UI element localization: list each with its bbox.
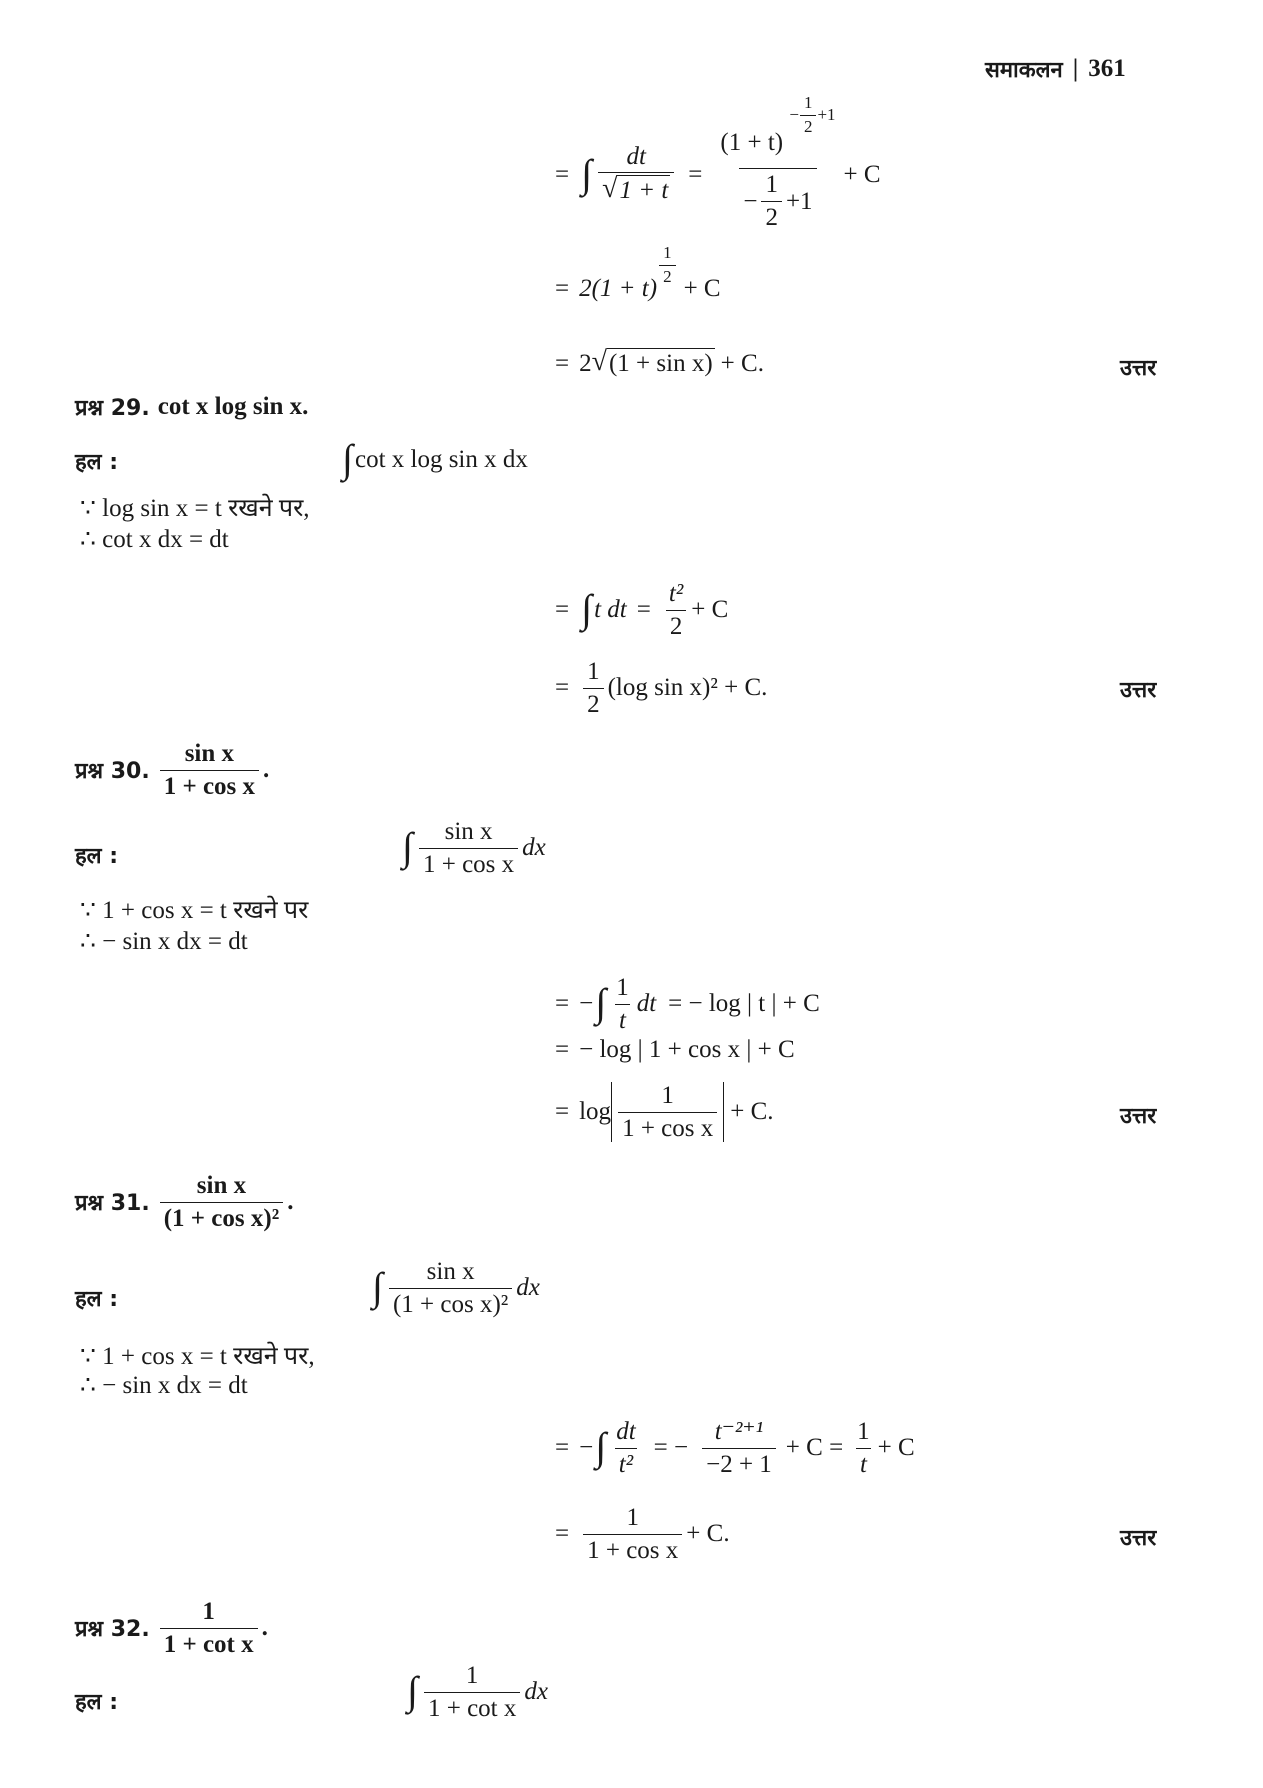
denominator: 2 [583, 688, 604, 719]
question-29 [75, 392, 308, 422]
equals-sign: = [555, 674, 570, 701]
integral-sign: ∫ [372, 1264, 383, 1309]
integral-sign: ∫ [407, 1668, 418, 1713]
integrand: cot x log sin x dx [354, 446, 528, 473]
exp-num: 1 [803, 93, 813, 112]
radicand: (1 + sin x) [608, 350, 713, 377]
derivative: ∴ − sin x dx = dt [80, 928, 248, 955]
den-den: 2 [761, 201, 782, 232]
numerator: 1 [616, 974, 629, 1001]
question-label: प्रश्न 29. [75, 396, 150, 421]
solution-label: हल : [75, 450, 119, 475]
step [545, 1036, 795, 1064]
question-32 [75, 1598, 268, 1658]
base: (1 + t) [720, 128, 784, 156]
constant: + C = [785, 1434, 844, 1461]
step [545, 1418, 915, 1478]
step [545, 1504, 730, 1564]
question-label: प्रश्न 32. [75, 1617, 150, 1642]
question-label: प्रश्न 30. [75, 759, 150, 784]
absolute-value [611, 1082, 724, 1142]
constant: + C. [686, 1520, 730, 1547]
log-function: log [579, 1098, 612, 1125]
denominator: 1 + cot x [160, 1628, 258, 1659]
radicand: 1 + t [619, 177, 669, 205]
denominator: 1 + cos x [419, 848, 518, 879]
answer-label: उत्तर [1120, 1104, 1157, 1129]
denominator: 1 + cos x [583, 1534, 682, 1565]
den-tail: +1 [785, 187, 813, 215]
period: . [263, 756, 270, 783]
equals-sign: = [555, 1434, 570, 1461]
derivative: ∴ cot x dx = dt [80, 526, 229, 553]
numerator: 1 [626, 1504, 639, 1531]
square-root: √ 1 + t [602, 173, 669, 205]
question-30 [75, 740, 269, 800]
constant: + C [843, 160, 881, 188]
differential: dx [524, 1678, 548, 1705]
equals-sign: = [555, 1036, 570, 1063]
equals-sign: = [555, 275, 570, 303]
numerator: dt [616, 1418, 636, 1445]
exponent-fraction [659, 244, 676, 286]
differential: dx [522, 834, 546, 861]
solution-label: हल : [75, 844, 119, 869]
denominator: t [856, 1448, 871, 1479]
denominator: 2 [666, 610, 687, 641]
integrand: t dt [594, 596, 627, 623]
exp-den: 2 [659, 265, 676, 287]
equals-sign: = [555, 990, 570, 1017]
differential: dt [636, 990, 657, 1017]
continuation-step-3 [545, 348, 764, 379]
substitution: ∵ 1 + cos x = t रखने पर [80, 897, 309, 924]
derivative: ∴ − sin x dx = dt [80, 1372, 248, 1399]
exp-den: 2 [800, 115, 817, 137]
numerator: sin x [184, 740, 235, 767]
constant: + C [877, 1434, 915, 1461]
substitution: ∵ log sin x = t रखने पर, [80, 495, 310, 522]
integral-sign: ∫ [595, 1424, 607, 1469]
integral-setup [340, 436, 528, 481]
solution-label: हल : [75, 1690, 119, 1715]
question-expression: cot x log sin x. [157, 393, 309, 420]
integral-setup [370, 1258, 540, 1318]
integral-sign: ∫ [581, 150, 593, 196]
coefficient: 2 [579, 349, 592, 377]
exp-num: 1 [663, 243, 672, 262]
constant: + C. [720, 349, 764, 377]
answer-label: उत्तर [1120, 1526, 1157, 1551]
equals-sign: = [555, 1098, 570, 1125]
equals-sign: = [555, 1520, 570, 1547]
integral-sign: ∫ [595, 980, 607, 1025]
denominator: t² [615, 1448, 637, 1479]
answer-label: उत्तर [1120, 356, 1157, 381]
header-separator: | [1072, 55, 1079, 82]
differential: dx [516, 1274, 540, 1301]
equals-sign: = [555, 160, 570, 188]
denominator: 1 + cos x [618, 1112, 717, 1143]
constant: + C. [730, 1098, 774, 1125]
question-31 [75, 1172, 293, 1232]
result: − log | 1 + cos x | + C [579, 1036, 795, 1063]
page-number: 361 [1088, 55, 1126, 82]
denominator: 1 + cos x [160, 770, 259, 801]
den-num: 1 [765, 171, 778, 199]
step [545, 580, 728, 640]
numerator: 1 [857, 1418, 870, 1445]
power-rule-fraction: (1 + t) − $\frac{1}{2}$ +1 − $\frac{1}{2}$ +1 [720, 93, 836, 231]
integral-sign: ∫ [342, 436, 353, 481]
minus-sign: − [579, 990, 594, 1017]
denominator: (1 + cos x)² [160, 1202, 283, 1233]
numerator: 1 [465, 1662, 479, 1689]
constant: + C [691, 596, 729, 623]
numerator: sin x [444, 818, 493, 845]
equals-sign: = [555, 349, 570, 377]
numerator: dt [626, 142, 646, 170]
chapter-title: समाकलन [985, 58, 1063, 83]
exp-tail: +1 [817, 104, 836, 124]
equals-sign: = [555, 596, 570, 623]
numerator: sin x [196, 1172, 247, 1199]
step [545, 974, 820, 1034]
step [545, 1082, 774, 1142]
denominator: −2 + 1 [702, 1448, 776, 1479]
substitution: ∵ 1 + cos x = t रखने पर, [80, 1343, 315, 1370]
base: 2(1 + t) [579, 275, 658, 303]
integral-setup [405, 1662, 548, 1722]
numerator: t⁻²⁺¹ [714, 1418, 764, 1445]
equals-sign: = [636, 596, 651, 623]
exponent: − $\frac{1}{2}$ +1 [789, 93, 836, 136]
result: = − log | t | + C [668, 990, 820, 1017]
question-label: प्रश्न 31. [75, 1191, 150, 1216]
numerator: sin x [426, 1258, 475, 1285]
period: . [261, 1614, 268, 1641]
equals-sign: = [688, 160, 703, 188]
continuation-step-1 [545, 93, 881, 231]
answer-label: उत्तर [1120, 678, 1157, 703]
numerator: t² [668, 580, 684, 607]
solution-label: हल : [75, 1287, 119, 1312]
minus-sign: − [579, 1434, 594, 1461]
square-root: √ (1 + sin x) [591, 346, 713, 377]
fraction [598, 143, 674, 207]
numerator: 1 [202, 1598, 215, 1625]
denominator: t [615, 1004, 630, 1035]
integral-sign: ∫ [402, 824, 413, 869]
period: . [287, 1188, 294, 1215]
numerator: 1 [587, 658, 600, 685]
continuation-step-2 [545, 243, 721, 310]
step [545, 658, 767, 718]
denominator: (1 + cos x)² [389, 1288, 512, 1319]
numerator: 1 [661, 1082, 674, 1109]
equals-sign: = − [653, 1434, 689, 1461]
integral-setup [400, 818, 546, 878]
denominator: 1 + cot x [424, 1692, 520, 1723]
result: (log sin x)² + C. [607, 674, 768, 701]
constant: + C [683, 275, 721, 303]
integral-sign: ∫ [581, 586, 593, 631]
page-header [985, 54, 1126, 84]
